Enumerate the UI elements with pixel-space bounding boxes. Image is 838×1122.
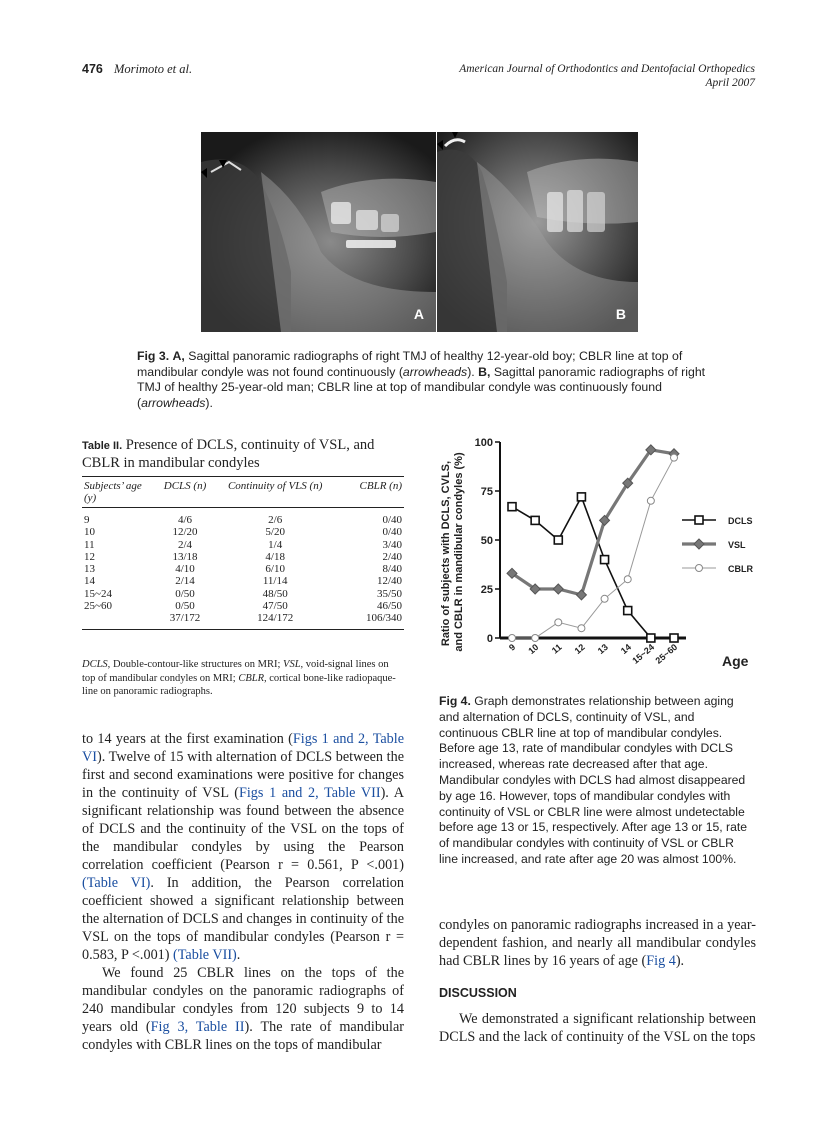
figure-table-link[interactable]: Fig 3, Table II — [150, 1019, 245, 1035]
radiograph-a — [201, 132, 436, 332]
cell-dcls: 0/50 — [175, 600, 195, 613]
y-tick-label: 75 — [480, 486, 493, 498]
plot-area — [475, 437, 754, 666]
radiograph-b — [437, 132, 638, 332]
cell-age: 12 — [84, 550, 95, 563]
cell-age: 13 — [84, 563, 95, 576]
cell-age: 11 — [84, 538, 95, 551]
paragraph — [439, 916, 756, 970]
radiograph-b-image — [437, 132, 638, 332]
paragraph — [82, 730, 404, 964]
cell-dcls: 0/50 — [175, 587, 195, 600]
cell-vsl: 5/20 — [265, 526, 285, 539]
cell-age: 9 — [84, 514, 90, 526]
fig3-panel-b: B, — [478, 364, 491, 379]
fig3-label: Fig 3. — [137, 349, 170, 363]
table-row — [82, 563, 404, 575]
cell-cblr: 2/40 — [382, 550, 402, 563]
cell-dcls: 13/18 — [172, 550, 198, 563]
table-row — [82, 575, 404, 587]
figure4-chart — [436, 436, 766, 672]
x-tick-label: 11 — [549, 641, 564, 656]
table-row — [82, 526, 404, 538]
x-tick-label: 9 — [507, 641, 518, 653]
text-run: condyles on panoramic radiographs increased in a year-dependent fashion, and nearly all mandibular condyles had CBLR lines by 16 years of age ( — [439, 917, 756, 969]
data-point-cblr — [671, 454, 678, 461]
y-tick-label: 0 — [486, 633, 493, 645]
abbr-dcls: DCLS, — [82, 659, 111, 670]
data-point-dcls — [554, 536, 562, 544]
col-header-cblr: CBLR (n) — [359, 480, 402, 492]
col-header-dcls: DCLS (n) — [163, 480, 207, 492]
text-run: ). — [675, 953, 685, 969]
text-run: to 14 years at the first examination ( — [82, 731, 293, 747]
data-point-dcls — [624, 607, 632, 615]
data-point-cblr — [647, 497, 654, 504]
y-tick-label: 25 — [480, 584, 493, 596]
data-point-dcls — [601, 556, 609, 564]
cell-cblr: 46/50 — [376, 600, 402, 613]
x-tick-label: 12 — [572, 641, 587, 656]
table2-label: Table II. — [82, 440, 123, 452]
paragraph: We demonstrated a significant relationship between DCLS and the lack of continuity of the VSL on the tops — [439, 1011, 756, 1045]
cell-vsl: 6/10 — [265, 563, 285, 576]
cell-cblr: 3/40 — [382, 538, 402, 551]
legend-label-cblr: CBLR — [728, 564, 753, 574]
y-axis-label-line1: Ratio of subjects with DCLS, CVLS, — [440, 460, 452, 647]
fig3-caption-b-text: Sagittal panoramic radiographs of right TMJ of healthy 25-year-old man; CBLR line at top of mandibular condyle was continuously found ( — [137, 364, 706, 410]
fig3-caption-mid: ). — [467, 364, 479, 379]
cell-age: 25~60 — [84, 600, 112, 613]
data-point-dcls — [531, 516, 539, 524]
page-number: 476 — [82, 62, 103, 76]
cell-vsl: 4/18 — [265, 550, 285, 563]
paragraph — [82, 964, 404, 1054]
series-line-cblr — [512, 458, 674, 638]
data-point-dcls — [508, 503, 516, 511]
text-run: ). Twelve of 15 with alternation of DCLS between the first and second examinations were positive for changes in the continuity of VSL ( — [82, 749, 404, 801]
radiograph-a-image — [201, 132, 436, 332]
x-tick-label: 13 — [595, 641, 610, 656]
data-point-cblr — [509, 635, 516, 642]
cell-vsl: 124/172 — [257, 612, 294, 625]
table-header-row — [82, 477, 404, 508]
figure-table-link[interactable]: Figs 1 and 2, Table VI — [82, 731, 405, 765]
data-point-cblr — [601, 595, 608, 602]
cell-dcls: 37/172 — [169, 612, 201, 625]
abbr-vsl: VSL, — [283, 659, 304, 670]
x-tick-label: 25~60 — [653, 641, 680, 666]
data-point-cblr — [578, 625, 585, 632]
text-run: . In addition, the Pearson correlation coefficient showed a significant relationship between the alternation of DCLS and changes in continuity of the VSL on the tops of mandibular condyles (Pearson r = 0.583, P <.001) — [82, 875, 404, 963]
cell-dcls: 4/6 — [177, 514, 193, 526]
panel-label-a: A — [413, 306, 424, 322]
footnote-text: Double-contour-like structures on MRI; — [110, 659, 284, 670]
cell-age: 14 — [84, 575, 95, 588]
cell-cblr: 8/40 — [382, 563, 402, 576]
figure-link[interactable]: Fig 4 — [646, 953, 676, 969]
data-point-dcls — [577, 493, 585, 501]
table-row — [82, 551, 404, 563]
x-axis-label: Age — [722, 653, 749, 669]
cell-dcls: 2/4 — [177, 538, 193, 551]
issue-date: April 2007 — [705, 77, 755, 89]
running-authors: Morimoto et al. — [113, 62, 193, 76]
table2-title — [82, 437, 404, 472]
x-tick-label: 14 — [618, 641, 633, 656]
x-tick-label: 10 — [526, 641, 541, 656]
cell-dcls: 12/20 — [172, 526, 198, 539]
cell-age: 15~24 — [84, 587, 112, 600]
fig3-arrowheads-2: arrowheads — [141, 395, 206, 410]
text-run: ). The rate of mandibular condyles with CBLR lines on the tops of mandibular — [82, 1019, 404, 1053]
running-header-right — [459, 62, 755, 90]
journal-name: American Journal of Orthodontics and Dentofacial Orthopedics — [459, 63, 755, 75]
y-tick-label: 100 — [474, 437, 493, 449]
legend-marker-vsl — [694, 539, 704, 549]
table-link[interactable]: (Table VII) — [173, 947, 237, 963]
table-row — [82, 539, 404, 551]
legend-label-vsl: VSL — [728, 540, 746, 550]
cell-cblr: 12/40 — [376, 575, 402, 588]
body-text-right — [439, 916, 756, 1046]
figure4-caption — [439, 694, 756, 868]
table-total-row — [82, 612, 404, 629]
footnote-text: cortical bone-like radiopaque-line on panoramic radiographs. — [82, 672, 396, 697]
data-point-cblr — [532, 635, 539, 642]
fig3-caption-end: ). — [205, 395, 213, 410]
running-header-left — [82, 62, 192, 77]
cell-vsl: 2/6 — [268, 514, 283, 526]
abbr-cblr: CBLR, — [238, 672, 267, 684]
cell-vsl: 11/14 — [262, 575, 288, 588]
fig3-caption-a-text: Sagittal panoramic radiographs of right TMJ of healthy 12-year-old boy; CBLR line at top of mandibular condyle was not found continuously ( — [137, 349, 683, 379]
cell-dcls: 2/14 — [175, 575, 195, 588]
cell-cblr: 0/40 — [382, 514, 402, 526]
cell-age: 10 — [84, 526, 95, 539]
footnote-text: void-signal lines on top of mandibular condyles on MRI; — [82, 659, 389, 684]
cell-cblr: 106/340 — [365, 612, 402, 625]
data-point-dcls — [670, 634, 678, 642]
text-run: ). A significant relationship was found between the absence of DCLS and the continuity of the VSL on the tops of the mandibular condyles by using the Pearson correlation coefficient (Pearson r = 0.561, P <.001) — [82, 785, 405, 873]
y-axis-label-line2: and CBLR in mandibular condyles (%) — [453, 452, 465, 652]
legend-marker-cblr — [696, 565, 703, 572]
legend-label-dcls: DCLS — [728, 516, 753, 526]
y-axis-label — [440, 452, 465, 652]
figure3-caption — [137, 349, 712, 411]
table2-footnote — [82, 658, 404, 699]
fig4-label: Fig 4. — [439, 694, 471, 708]
data-point-vsl — [553, 584, 563, 594]
figure-table-link[interactable]: Figs 1 and 2, Table VII — [238, 785, 381, 801]
cell-vsl: 1/4 — [268, 538, 283, 551]
data-point-cblr — [555, 619, 562, 626]
col-header-vls: Continuity of VLS (n) — [227, 480, 323, 492]
table2-title-text: Presence of DCLS, continuity of VSL, and CBLR in mandibular condyles — [82, 437, 375, 471]
fig4-caption-text: Graph demonstrates relationship between aging and alternation of DCLS, continuity of VSL, and continuous CBLR line at top of mandibular condyles. Before age 13, rate of mandibular condyles with DCLS increased, whereas rate decreased after that age. Mandibular condyles with DCLS had almost disappeared by age 16. However, tops of mandibular condyles with continuity of VSL or CBLR line were almost undetectable before age 13 or 15, respectively. After age 13 or 15, rate of mandibular condyles with continuity of VSL or CBLR line increased, and rate after age 20 was almost 100%. — [439, 694, 748, 866]
table-row — [82, 588, 404, 600]
fig3-panel-a: A, — [172, 349, 185, 363]
cell-vsl: 48/50 — [262, 587, 288, 600]
data-point-vsl — [576, 590, 586, 600]
text-run: . — [236, 947, 241, 963]
section-heading: DISCUSSION — [439, 986, 517, 1000]
table-link[interactable]: (Table VI) — [82, 875, 151, 891]
legend-marker-dcls — [695, 516, 703, 524]
cell-age — [82, 612, 153, 629]
panel-label-b: B — [615, 306, 626, 322]
cell-cblr: 0/40 — [382, 526, 402, 539]
fig3-arrowheads-1: arrowheads — [402, 364, 468, 379]
table-row — [82, 508, 404, 527]
text-run: We found 25 CBLR lines on the tops of the mandibular condyles on the panoramic radiographs of 240 mandibular condyles from 120 subjects 9 to 14 years old ( — [82, 965, 404, 1035]
cell-dcls: 4/10 — [175, 563, 195, 576]
data-point-cblr — [624, 576, 631, 583]
table-row — [82, 600, 404, 612]
cell-cblr: 35/50 — [376, 587, 402, 600]
body-text-left — [82, 730, 404, 1054]
table2 — [82, 476, 404, 630]
data-point-dcls — [647, 634, 655, 642]
col-header-age: Subjects’ age (y) — [84, 480, 142, 504]
y-tick-label: 50 — [480, 535, 493, 547]
cell-vsl: 47/50 — [262, 600, 288, 613]
x-tick-label: 15~24 — [630, 641, 657, 666]
